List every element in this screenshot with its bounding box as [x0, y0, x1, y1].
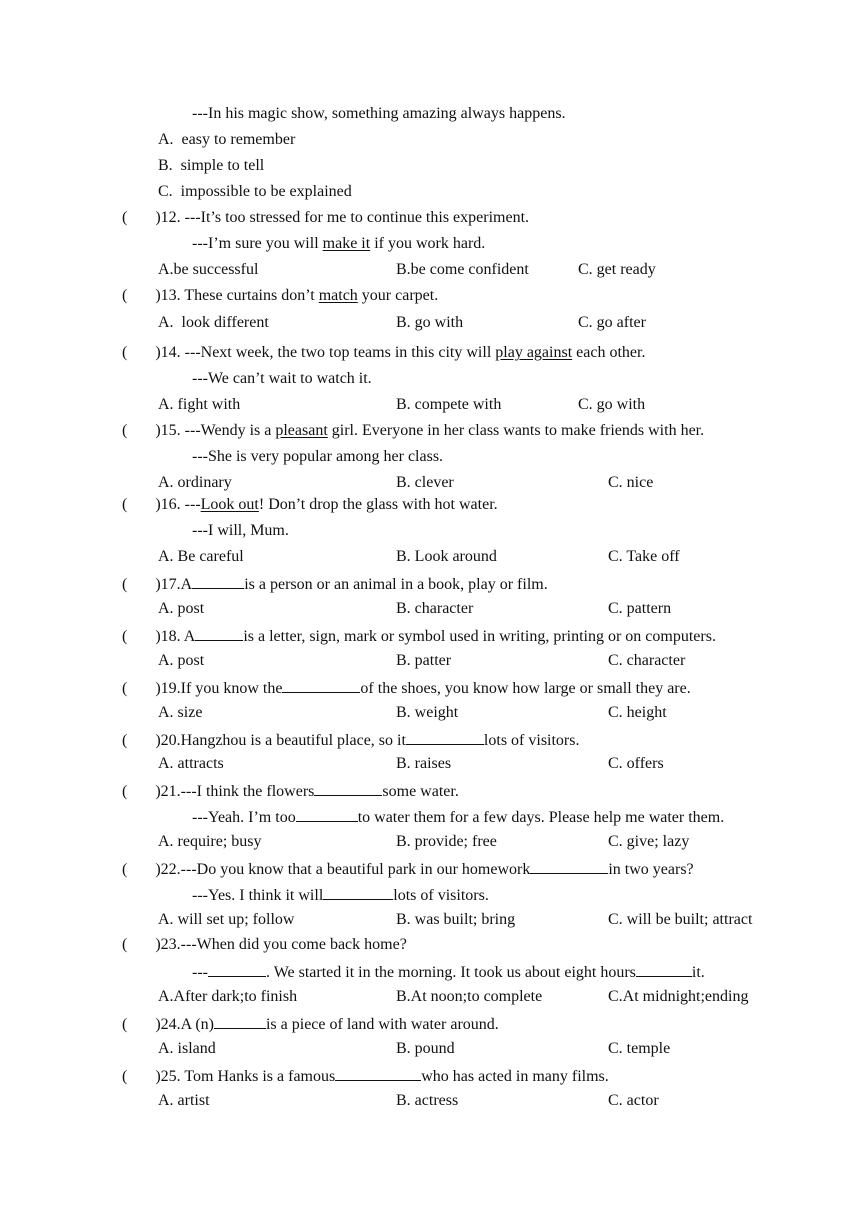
question-line — [122, 780, 459, 802]
line-text: ( )20.Hangzhou is a beautiful place, so it — [122, 732, 406, 749]
line-text: ( )19.If you know the — [122, 680, 283, 697]
line-text: ---We can’t wait to watch it. — [192, 370, 372, 387]
answer-option: A.After dark;to finish — [158, 988, 298, 1005]
line-text: is a letter, sign, mark or symbol used in writing, printing or on computers. — [243, 628, 716, 645]
question-line — [158, 182, 352, 202]
answer-option: B. actress — [396, 1092, 459, 1109]
answer-option: B. clever — [396, 474, 454, 491]
answer-option: B. Look around — [396, 548, 497, 565]
line-text: ( )14. ---Next week, the two top teams in this city will — [122, 344, 496, 361]
answer-option: A.be successful — [158, 261, 259, 278]
question-line — [192, 447, 443, 467]
line-text: ! Don’t drop the glass with hot water. — [258, 496, 498, 513]
underlined-phrase: pleasant — [275, 422, 328, 439]
question-line — [192, 521, 289, 541]
line-text: ( )16. --- — [122, 496, 201, 513]
line-text: girl. Everyone in her class wants to make friends with her. — [327, 422, 705, 439]
question-line — [192, 369, 372, 389]
line-text: ---She is very popular among her class. — [192, 448, 444, 465]
line-text: is a person or an animal in a book, play or film. — [244, 576, 548, 593]
question-line — [122, 1065, 609, 1087]
line-text: ( )23.---When did you come back home? — [122, 936, 407, 953]
line-text: some water. — [382, 783, 459, 800]
answer-option: A. island — [158, 1040, 216, 1057]
line-text: to water them for a few days. Please help me water them. — [357, 809, 725, 826]
line-text: ---Yes. I think it will — [192, 887, 324, 904]
line-text: ( )12. ---It’s too stressed for me to continue this experiment. — [122, 209, 530, 226]
question-line — [158, 156, 264, 176]
question-line — [192, 234, 485, 254]
line-text: if you work hard. — [370, 235, 486, 252]
line-text: ( )18. A — [122, 628, 196, 645]
line-text: of the shoes, you know how large or small they are. — [360, 680, 691, 697]
question-line — [192, 884, 489, 906]
answer-option: A. post — [158, 600, 205, 617]
line-text: each other. — [572, 344, 646, 361]
answer-blank[interactable] — [296, 806, 358, 822]
line-text: ( )22.---Do you know that a beautiful park in our homework — [122, 861, 531, 878]
answer-option: A. fight with — [158, 396, 241, 413]
answer-option: B. character — [396, 600, 474, 617]
question-line — [122, 935, 407, 955]
answer-blank[interactable] — [335, 1065, 421, 1081]
answer-option: B. was built; bring — [396, 911, 516, 928]
answer-option: A. Be careful — [158, 548, 244, 565]
underlined-phrase: play against — [495, 344, 573, 361]
answer-option: A. look different — [158, 314, 269, 331]
answer-option: B. provide; free — [396, 833, 497, 850]
underlined-phrase: Look out — [200, 496, 259, 513]
line-text: C. impossible to be explained — [158, 183, 352, 200]
answer-option: C. character — [608, 652, 686, 669]
answer-option: A. require; busy — [158, 833, 262, 850]
answer-option: A. will set up; follow — [158, 911, 295, 928]
line-text: ---Yeah. I’m too — [192, 809, 296, 826]
answer-option: B. pound — [396, 1040, 455, 1057]
answer-option: C. nice — [608, 474, 654, 491]
question-line — [122, 495, 498, 515]
underlined-phrase: make it — [322, 235, 371, 252]
answer-option: C. get ready — [578, 261, 656, 278]
answer-option: C. actor — [608, 1092, 659, 1109]
line-text: ( )25. Tom Hanks is a famous — [122, 1068, 336, 1085]
answer-option: B. weight — [396, 704, 459, 721]
line-text: ( )21.---I think the flowers — [122, 783, 315, 800]
line-text: ---In his magic show, something amazing always happens. — [192, 105, 566, 122]
question-line — [122, 729, 579, 751]
answer-option: B.At noon;to complete — [396, 988, 543, 1005]
line-text: ( )17.A — [122, 576, 193, 593]
answer-option: B. compete with — [396, 396, 502, 413]
answer-option: C. offers — [608, 755, 664, 772]
line-text: is a piece of land with water around. — [265, 1016, 499, 1033]
answer-option: A. ordinary — [158, 474, 232, 491]
answer-option: C. go after — [578, 314, 646, 331]
line-text: lots of visitors. — [393, 887, 489, 904]
answer-blank[interactable] — [208, 961, 266, 977]
answer-option: B. patter — [396, 652, 452, 669]
line-text: A. easy to remember — [158, 131, 296, 148]
line-text: ---I will, Mum. — [192, 522, 289, 539]
answer-option: C. temple — [608, 1040, 671, 1057]
answer-option: A. artist — [158, 1092, 210, 1109]
answer-blank[interactable] — [192, 573, 244, 589]
answer-blank[interactable] — [530, 858, 608, 874]
line-text: B. simple to tell — [158, 157, 265, 174]
underlined-phrase: match — [318, 287, 358, 304]
answer-option: C. give; lazy — [608, 833, 690, 850]
line-text: it. — [691, 964, 705, 981]
line-text: your carpet. — [357, 287, 439, 304]
question-line — [192, 806, 724, 828]
answer-blank[interactable] — [282, 677, 360, 693]
answer-option: B.be come confident — [396, 261, 529, 278]
answer-blank[interactable] — [314, 780, 382, 796]
line-text: ---I’m sure you will — [192, 235, 323, 252]
question-line — [122, 573, 548, 595]
line-text: in two years? — [608, 861, 694, 878]
answer-blank[interactable] — [323, 884, 393, 900]
question-line — [122, 286, 438, 306]
answer-option: A. post — [158, 652, 205, 669]
answer-blank[interactable] — [406, 729, 484, 745]
answer-option: C. pattern — [608, 600, 672, 617]
answer-option: C. will be built; attract — [608, 911, 753, 928]
question-line — [192, 104, 566, 124]
line-text: . We started it in the morning. It took us about eight hours — [265, 964, 636, 981]
question-line — [122, 208, 529, 228]
line-text: ( )15. ---Wendy is a — [122, 422, 276, 439]
line-text: ( )24.A (n) — [122, 1016, 214, 1033]
question-line — [158, 130, 295, 150]
answer-option: B. go with — [396, 314, 464, 331]
line-text: ( )13. These curtains don’t — [122, 287, 319, 304]
answer-blank[interactable] — [195, 625, 243, 641]
answer-option: C. height — [608, 704, 667, 721]
answer-option: A. size — [158, 704, 203, 721]
answer-option: C.At midnight;ending — [608, 988, 749, 1005]
answer-blank[interactable] — [214, 1013, 266, 1029]
answer-blank[interactable] — [636, 961, 692, 977]
question-line — [122, 1013, 499, 1035]
question-line — [122, 858, 694, 880]
question-line — [122, 677, 691, 699]
line-text: --- — [192, 964, 208, 981]
question-line — [122, 625, 716, 647]
question-line — [122, 421, 704, 441]
answer-option: B. raises — [396, 755, 452, 772]
answer-option: C. Take off — [608, 548, 680, 565]
line-text: who has acted in many films. — [421, 1068, 609, 1085]
answer-option: C. go with — [578, 396, 646, 413]
answer-option: A. attracts — [158, 755, 224, 772]
question-line — [192, 961, 705, 983]
question-line — [122, 343, 645, 363]
line-text: lots of visitors. — [483, 732, 580, 749]
